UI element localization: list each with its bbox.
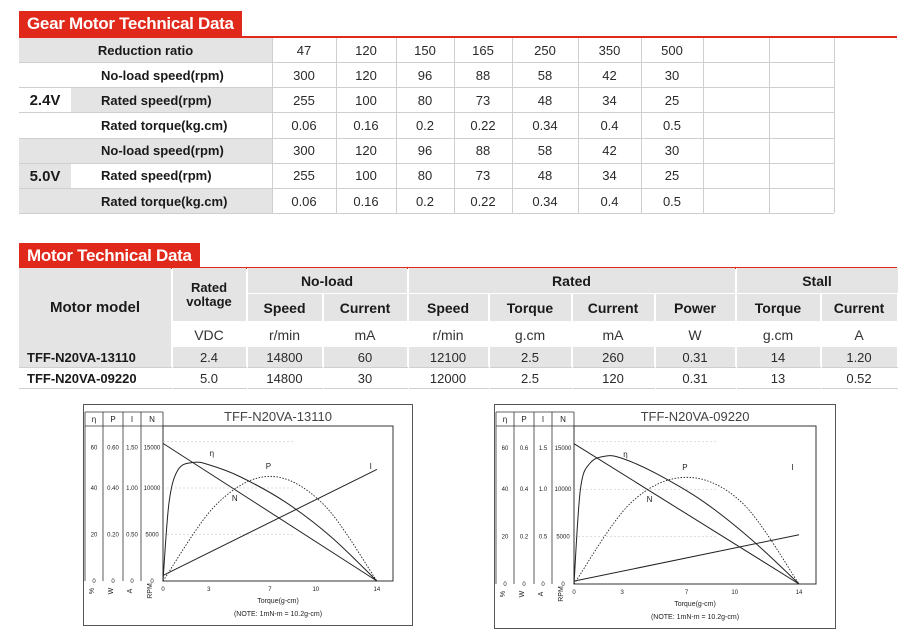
y-tick-label: 0 [92,579,96,585]
spec-value-cell: 100 [355,92,377,108]
spec-value-cell: 25 [664,92,680,108]
ratio-cell: 350 [598,42,621,58]
spec-value-cell: 100 [355,168,377,184]
axis-unit-label: W [519,590,526,598]
y-tick-label: 0 [561,582,565,588]
spec-value-cell: 42 [602,67,617,83]
spec-value-cell: 0.06 [291,193,317,209]
motor-value-cell: 14 [736,347,820,367]
unit-cell: W [688,326,702,343]
column-divider [655,294,656,389]
motor-value-cell: 0.31 [682,370,708,386]
motor-value-cell: 14800 [247,347,322,367]
stall-header: Stall [736,268,898,293]
y-tick-label: 0 [150,579,154,585]
unit-cell: r/min [432,326,464,343]
unit-cell: g.cm [514,326,546,343]
y-tick-label: 0 [503,582,507,588]
motor-value-cell: 2.4 [172,347,246,367]
column-divider [736,268,737,389]
motor-value-cell: 2.5 [520,370,540,386]
spec-value-cell: 88 [475,143,491,159]
performance-chart-2-svg [494,404,836,629]
axis-column-header: η [91,415,97,424]
curve-label-eta: η [209,449,215,459]
rated-voltage-header: Rated voltage [172,268,246,321]
sub-header: Speed [408,294,488,321]
spec-value-cell: 25 [664,168,680,184]
chart-title: TFF-N20VA-13110 [224,409,332,424]
spec-value-cell: 80 [417,168,433,184]
y-tick-label: 40 [90,486,98,492]
axis-unit-label: RPM [558,586,565,602]
axis-unit-label: A [538,591,545,597]
x-tick-label: 3 [620,590,624,596]
column-divider [703,38,704,213]
motor-value-cell: 120 [602,370,624,386]
ratio-cell: 500 [661,42,683,58]
spec-value-cell: 300 [293,143,315,159]
unit-cell: g.cm [762,326,794,343]
spec-value-cell: 120 [355,67,377,83]
spec-value-cell: 96 [417,67,433,83]
ratio-cell: 150 [414,42,436,58]
y-tick-label: 60 [90,445,98,452]
axis-unit-label: W [108,587,115,595]
ratio-cell [703,38,769,62]
curve-label-n: N [646,495,653,505]
column-divider [336,38,337,213]
y-tick-label: 20 [90,532,98,539]
axis-unit-label: % [89,587,96,595]
motor-value-cell: 2.5 [489,347,571,367]
curve-label-i: I [791,462,794,472]
row-divider [19,388,898,389]
spec-value-cell: 88 [475,67,491,83]
column-divider [172,268,173,389]
spec-row-label: Rated speed(rpm) [101,168,212,184]
y-tick-label: 0.5 [538,534,548,541]
spec-value-cell: 48 [537,168,553,184]
y-tick-label: 1.50 [126,445,138,452]
x-tick-label: 0 [572,590,576,596]
spec-value-cell: 0.2 [415,193,435,209]
column-divider [408,268,409,389]
x-axis-label: Torque(g-cm) [257,598,299,605]
unit-note: (NOTE: 1mN-m = 10.2g-cm) [233,611,323,618]
x-tick-label: 10 [731,590,739,596]
y-tick-label: 60 [501,445,509,452]
sub-header: Current [572,294,654,321]
spec-value-cell: 30 [664,143,680,159]
spec-value-cell: 34 [602,92,617,108]
x-tick-label: 14 [795,590,803,596]
curve-label-p: P [265,462,272,472]
motor-value-cell: 13 [770,370,786,386]
motor-model-cell: TFF-N20VA-13110 [19,347,171,367]
motor-value-cell: 1.20 [821,347,897,367]
spec-row-label: No-load speed(rpm) [101,67,224,83]
sub-header: Torque [489,294,571,321]
column-divider [641,38,642,213]
curve-label-i: I [369,461,372,471]
axis-column-header: I [541,415,545,424]
column-divider [396,38,397,213]
y-tick-label: 0 [522,582,526,588]
column-divider [821,294,822,389]
x-tick-label: 10 [312,587,320,593]
axis-column-header: P [521,415,527,424]
column-divider [454,38,455,213]
curve-label-n: N [231,493,238,503]
performance-chart-2 [494,404,836,629]
x-tick-label: 3 [207,587,211,593]
spec-value-cell: 0.34 [532,193,558,209]
spec-row-label: Rated torque(kg.cm) [71,189,272,213]
unit-cell: r/min [268,326,301,343]
performance-chart-1 [83,404,413,626]
x-tick-label: 0 [161,587,165,593]
motor-section-title: Motor Technical Data [19,243,200,269]
motor-value-cell: 30 [357,370,373,386]
y-tick-label: 15000 [143,445,161,452]
x-tick-label: 7 [268,587,272,593]
sub-header: Current [323,294,407,321]
motor-model-cell: TFF-N20VA-09220 [27,370,137,386]
spec-value-cell: 58 [537,67,553,83]
sub-header: Torque [736,294,820,321]
spec-value-cell: 300 [293,67,315,83]
motor-value-cell: 260 [572,347,654,367]
ratio-cell: 47 [296,42,312,58]
column-divider [572,294,573,389]
motor-value-cell: 0.52 [846,370,872,386]
spec-value-cell: 73 [475,168,491,184]
y-tick-label: 15000 [554,445,572,452]
column-divider [834,38,835,213]
curve-label-p: P [682,462,688,472]
x-axis-label: Torque(g-cm) [674,601,716,608]
row-divider [19,62,834,63]
y-tick-label: 0 [130,579,134,585]
y-tick-label: 0.2 [519,534,529,541]
sub-header: Power [655,294,735,321]
y-tick-label: 0.20 [107,532,119,539]
y-tick-label: 0.60 [107,445,119,452]
spec-value-cell: 42 [602,143,617,159]
spec-value-cell: 0.2 [415,117,435,133]
spec-value-cell: 0.34 [532,117,558,133]
column-divider [323,294,324,389]
axis-column-header: N [560,415,566,424]
motor-value-cell: 0.31 [655,347,735,367]
spec-value-cell: 0.06 [291,117,317,133]
spec-value-cell: 96 [417,143,433,159]
unit-cell: A [854,326,864,343]
y-tick-label: 5000 [556,534,570,541]
spec-value-cell: 48 [537,92,553,108]
axis-column-header: N [149,415,155,424]
spec-value-cell: 0.16 [353,117,379,133]
y-tick-label: 0 [541,582,545,588]
motor-value-cell: 5.0 [199,370,219,386]
ratio-cell: 120 [355,42,377,58]
y-tick-label: 0.6 [519,445,529,452]
column-divider [489,294,490,389]
noload-header: No-load [247,268,407,293]
y-tick-label: 5000 [145,532,159,539]
spec-value-cell: 0.22 [470,193,496,209]
y-tick-label: 0 [111,579,115,585]
row-divider [19,213,834,214]
y-tick-label: 0.50 [126,532,138,539]
spec-value-cell: 34 [602,168,617,184]
y-tick-label: 20 [501,534,509,541]
axis-column-header: P [110,415,116,424]
spec-value-cell: 0.5 [662,193,682,209]
motor-value-cell: 14800 [266,370,303,386]
axis-unit-label: % [500,590,507,598]
ratio-cell: 250 [534,42,556,58]
rated-header: Rated [408,268,735,293]
spec-row-label: No-load speed(rpm) [71,139,272,163]
column-divider [247,268,248,389]
spec-value-cell: 30 [664,67,680,83]
header-divider [247,293,898,294]
axis-column-header: η [502,415,508,424]
model-header: Motor model [19,268,171,347]
spec-value-cell: 80 [417,92,433,108]
unit-cell: mA [602,326,624,343]
spec-value-cell: 58 [537,143,553,159]
reduction-ratio-label: Reduction ratio [19,38,272,62]
voltage-label: 2.4V [29,92,61,110]
x-tick-label: 14 [373,587,381,593]
ratio-cell: 165 [472,42,494,58]
spec-row-label: Rated speed(rpm) [71,88,272,112]
column-divider [512,38,513,213]
voltage-label: 5.0V [19,139,71,215]
spec-value-cell: 73 [475,92,491,108]
spec-row-label: Rated torque(kg.cm) [101,117,228,133]
motor-value-cell: 60 [323,347,407,367]
unit-note: (NOTE: 1mN-m = 10.2g-cm) [650,614,740,621]
y-tick-label: 0.40 [107,486,119,492]
spec-value-cell: 0.4 [600,117,619,133]
column-divider [769,38,770,213]
axis-unit-label: RPM [147,583,154,599]
spec-value-cell: 120 [355,143,377,159]
spec-value-cell: 0.5 [662,117,682,133]
header-divider [172,321,898,322]
spec-value-cell: 255 [293,92,315,108]
chart-title: TFF-N20VA-09220 [640,409,750,424]
ratio-cell [769,38,834,62]
column-divider [272,38,273,213]
spec-value-cell: 255 [293,168,315,184]
motor-value-cell: 12100 [408,347,488,367]
sub-header: Current [821,294,897,321]
x-tick-label: 7 [684,590,689,596]
y-tick-label: 1.5 [538,445,548,452]
y-tick-label: 0.4 [519,487,529,494]
y-tick-label: 10000 [143,486,161,492]
y-tick-label: 40 [501,487,509,494]
chart-frame [495,405,836,629]
sub-header: Speed [247,294,322,321]
axis-unit-label: A [127,588,134,594]
unit-cell: VDC [194,326,224,343]
axis-column-header: I [130,415,134,424]
performance-chart-1-svg [83,404,413,626]
gear-section-title: Gear Motor Technical Data [19,11,242,37]
spec-value-cell: 0.16 [353,193,379,209]
column-divider [578,38,579,213]
motor-value-cell: 12000 [429,370,467,386]
curve-label-eta: η [623,449,628,459]
y-tick-label: 10000 [554,487,572,494]
y-tick-label: 1.00 [126,486,138,492]
spec-value-cell: 0.22 [470,117,496,133]
unit-cell: mA [354,326,376,343]
spec-value-cell: 0.4 [600,193,619,209]
y-tick-label: 1.0 [538,487,548,494]
